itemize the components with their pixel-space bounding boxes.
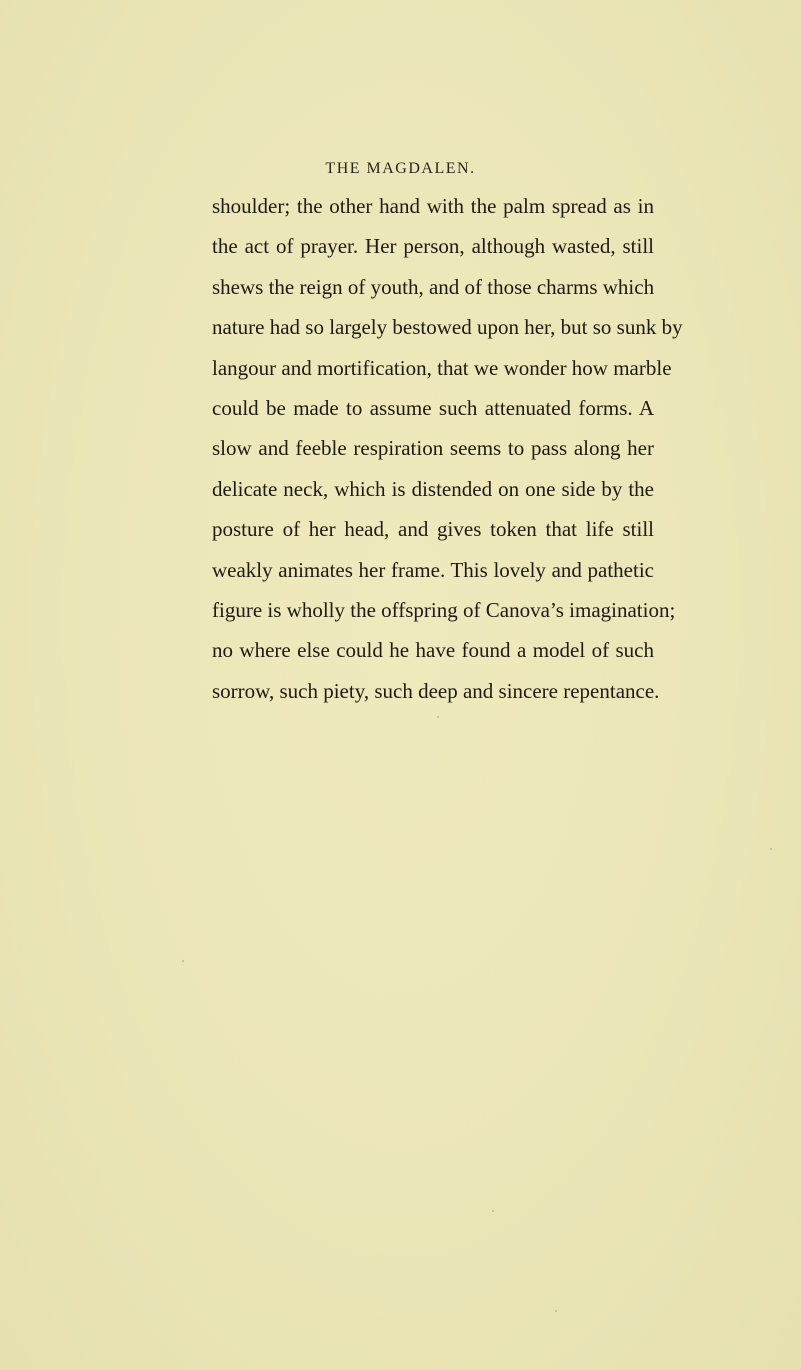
- text-line: could be made to assume such attenuated forms. A: [212, 395, 654, 420]
- text-line: slow and feeble respiration seems to pass along her: [212, 436, 654, 461]
- paper-speck: [555, 1310, 557, 1312]
- paper-speck: [437, 716, 439, 718]
- text-line: shews the reign of youth, and of those charms which: [212, 274, 655, 299]
- text-line: shoulder; the other hand with the palm spread as in: [212, 194, 654, 218]
- paper-speck: [182, 960, 184, 962]
- text-line: figure is wholly the offspring of Canova’s imagination;: [212, 597, 676, 622]
- running-head: THE MAGDALEN.: [325, 160, 476, 177]
- text-line: delicate neck, which is distended on one side by the: [212, 476, 654, 501]
- text-line: sorrow, such piety, such deep and sincere repentance.: [212, 678, 660, 703]
- paper-speck: [492, 1210, 494, 1212]
- text-line: nature had so largely bestowed upon her, but so sunk by: [212, 315, 683, 340]
- text-line: langour and mortification, that we wonder how marble: [212, 355, 672, 380]
- text-line: weakly animates her frame. This lovely and pathetic: [212, 557, 654, 582]
- body-paragraph: [212, 186, 683, 711]
- text-line: the act of prayer. Her person, although wasted, still: [212, 234, 654, 259]
- text-line: no where else could he have found a model of such: [212, 638, 654, 663]
- paper-speck: [770, 848, 772, 850]
- text-line: posture of her head, and gives token that life still: [212, 517, 654, 542]
